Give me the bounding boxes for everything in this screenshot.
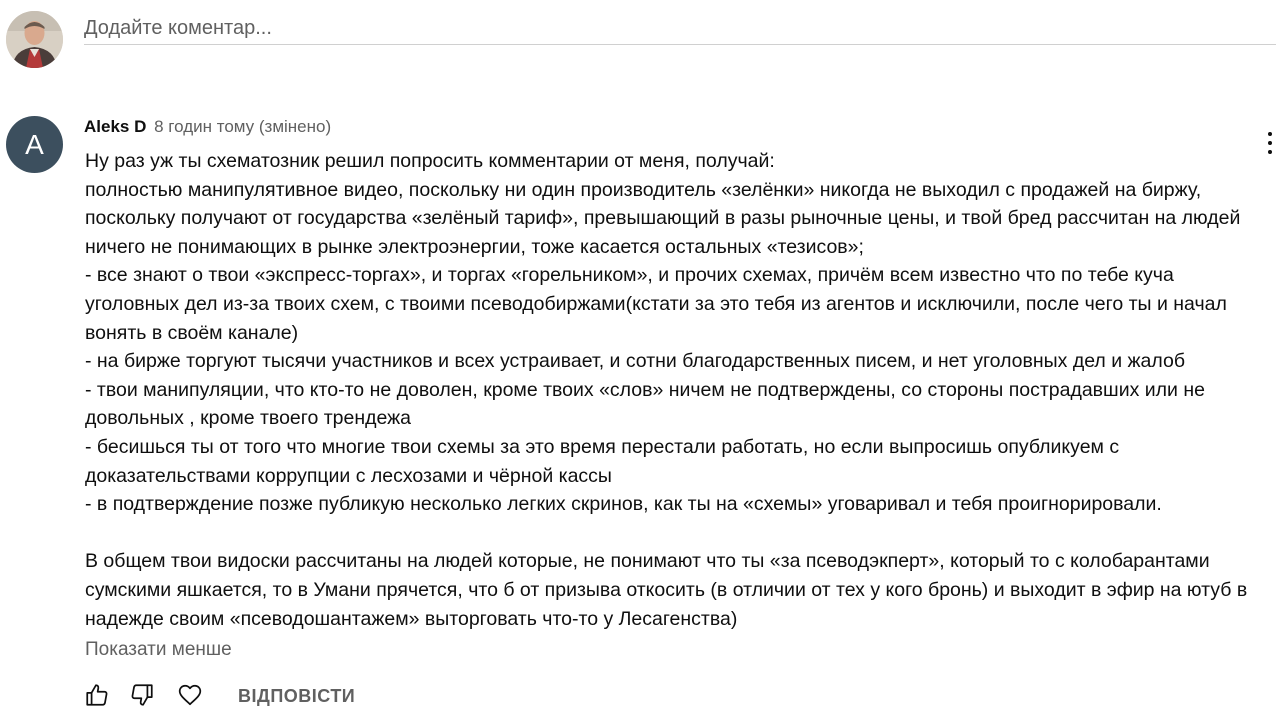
comment-header [84, 117, 331, 137]
menu-dot [1268, 150, 1272, 154]
add-comment-row [0, 0, 1280, 80]
show-less-button[interactable]: Показати менше [85, 639, 232, 660]
thumbs-down-icon[interactable] [129, 682, 155, 708]
comment-body: Ну раз уж ты схематозник решил попросить комментарии от меня, получай: полностью манипулятивное видео, поскольку ни один производитель «зелёнки» никогда не выходил с продажей на биржу, поскольку получают от государства «зелёный тариф», превышающий в разы рыночные цены, и твой бред рассчитан на людей ничего не понимающих в рынке электроэнергии, тоже касается остальных «тезисов»; - все знают о твои «экспресс-торгах», и торгах «горельником», и прочих схемах, причём всем известно что по тебе куча уголовных дел из-за твоих схем, с твоими псеводобиржами(кстати за это тебя из агентов и исключили, после чего ты и начал вонять в своём канале) - на бирже торгуют тысячи участников и всех устраивает, и сотни благодарственных писем, и нет уголовных дел и жалоб - твои манипуляции, что кто-то не доволен, кроме твоих «слов» ничем не подтверждены, со стороны пострадавших или не довольных , кроме твоего трендежа - бесишься ты от того что многие твои схемы за это время перестали работать, но если выпросишь опубликуем с доказательствами коррупции с лесхозами и чёрной кассы - в подтверждение позже публикую несколько легких скринов, как ты на «схемы» уговаривал и тебя проигнорировали. В общем твои видоски рассчитаны на людей которые, не понимают что ты «за псеводэкперт», который то с колобарантами сумскими яшкается, то в Умани прячется, что б от призыва откосить (в отличии от тех у кого бронь) и выходит в эфир на ютуб в надежде своим «псеводошантажем» выторговать что-то у Лесагенства) [85, 150, 1248, 630]
author-name[interactable]: Aleks D [84, 117, 147, 136]
thumbs-up-icon[interactable] [84, 682, 110, 708]
more-vert-icon[interactable] [1258, 130, 1280, 158]
menu-dot [1268, 141, 1272, 145]
current-user-avatar[interactable] [6, 11, 63, 68]
comment-timestamp[interactable]: 8 годин тому (змінено) [154, 117, 332, 136]
reply-button[interactable]: ВІДПОВІСТИ [238, 686, 356, 706]
menu-dot [1268, 132, 1272, 136]
author-avatar[interactable]: A [6, 116, 63, 173]
user-photo-icon [6, 11, 63, 68]
comment-input[interactable] [84, 12, 1276, 45]
heart-icon[interactable] [177, 682, 203, 708]
